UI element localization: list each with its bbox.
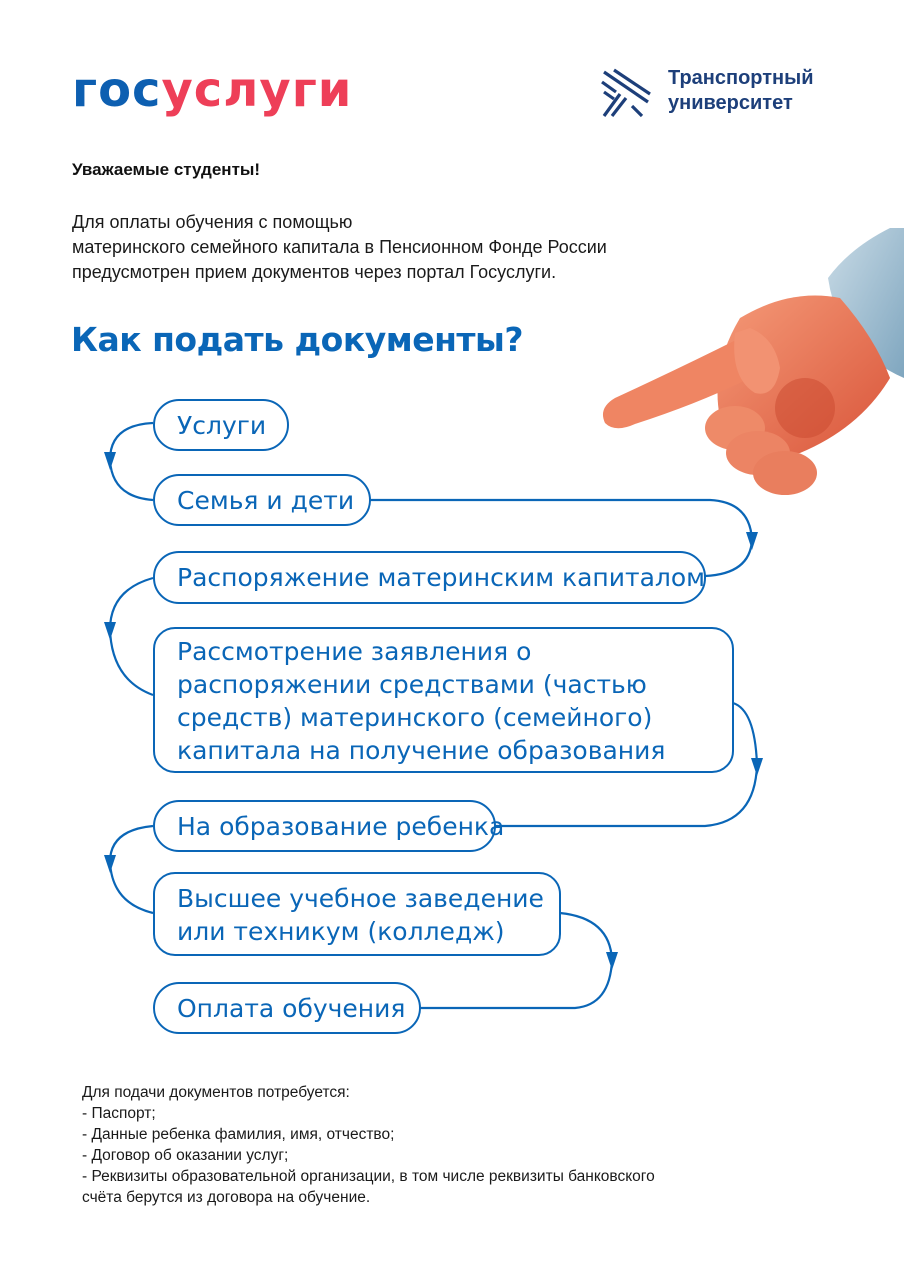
flow-step-university-college: Высшее учебное заведение или техникум (колледж) [153,872,561,956]
flow-step-maternity-capital: Распоряжение материнским капиталом [153,551,706,604]
requirements-title: Для подачи документов потребуется: [82,1084,350,1101]
requirement-item: счёта берутся из договора на обучение. [82,1189,371,1206]
flow-step-services: Услуги [153,399,289,451]
greeting: Уважаемые студенты! [72,160,261,179]
requirement-item: - Договор об оказании услуг; [82,1147,289,1164]
university-name: Транспортный университет [668,67,814,114]
arrow-down-icon [104,622,116,640]
flow-step-tuition-payment: Оплата обучения [153,982,421,1034]
arrow-down-icon [104,855,116,873]
flow-step-child-education: На образование ребенка [153,800,496,852]
flow-step-application-review: Рассмотрение заявления о распоряжении средствами (частью средств) материнского (семейного) капитала на получение образования [153,627,734,773]
logo-part-gos: гос [72,62,162,118]
arrow-down-icon [606,952,618,970]
requirement-item: - Реквизиты образовательной организации, в том числе реквизиты банковского [82,1168,655,1185]
arrow-down-icon [104,452,116,470]
arrow-down-icon [751,758,763,776]
requirement-item: - Паспорт; [82,1105,156,1122]
flow-step-family-children: Семья и дети [153,474,371,526]
requirements-list [82,1082,802,1208]
logo-part-uslugi: услуги [161,62,353,118]
requirement-item: - Данные ребенка фамилия, имя, отчество; [82,1126,395,1143]
intro-paragraph: Для оплаты обучения с помощью материнского семейного капитала в Пенсионном Фонде России предусмотрен прием документов через портал Госуслуги. [72,212,607,282]
page-title: Как подать документы? [71,320,523,359]
arrow-down-icon [746,532,758,550]
